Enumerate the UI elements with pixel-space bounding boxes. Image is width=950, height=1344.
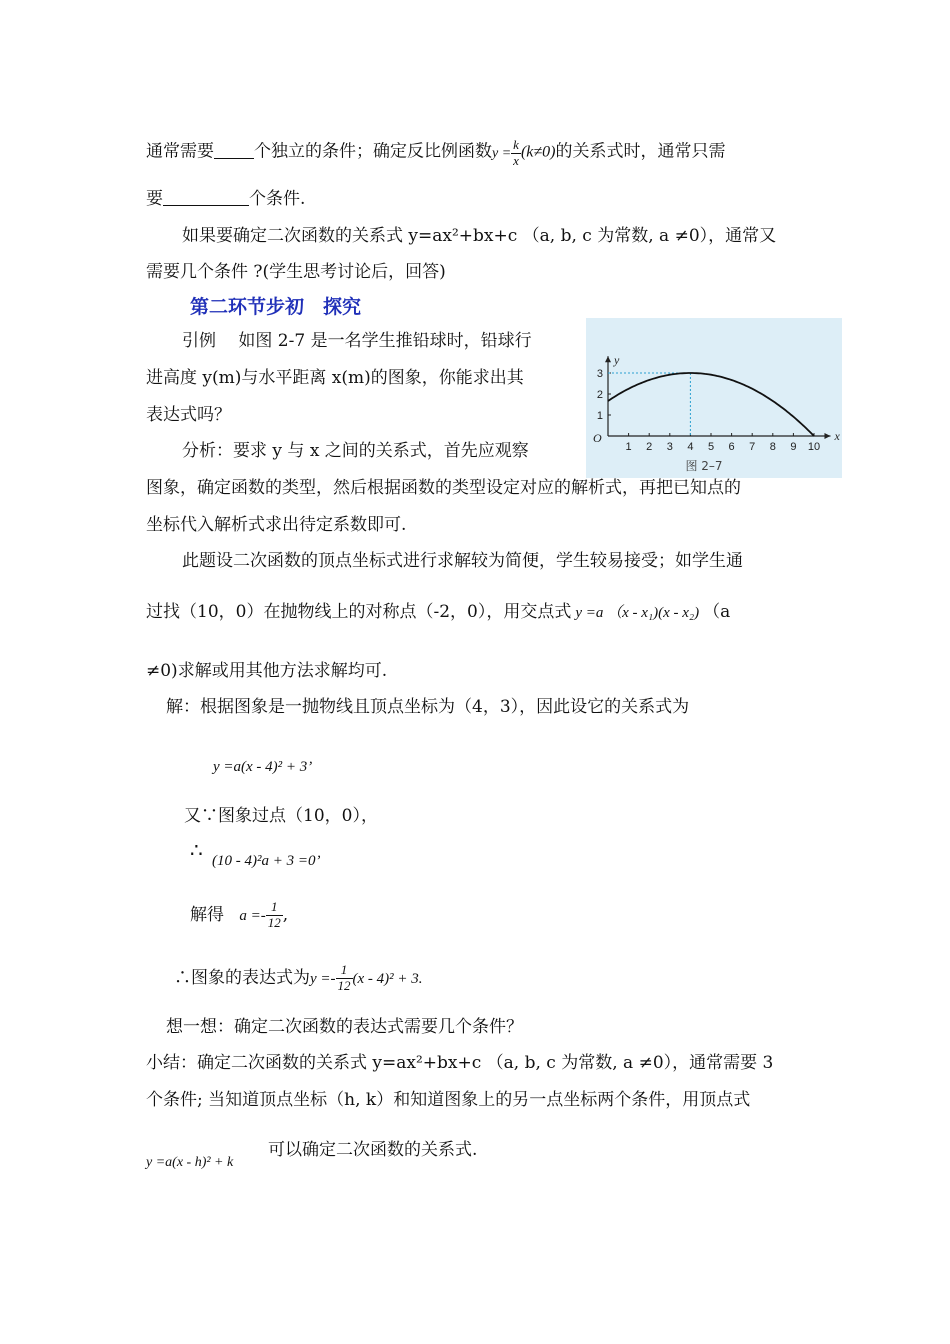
x-tick-label: 3 bbox=[666, 441, 673, 453]
x-tick-label: 6 bbox=[728, 441, 735, 453]
example-line3: 表达式吗？ bbox=[146, 405, 231, 425]
fraction-denominator: 12 bbox=[337, 977, 351, 993]
fraction-numerator: 1 bbox=[266, 900, 283, 916]
solution-line1: 解：根据图象是一抛物线且顶点坐标为（4，3），因此设它的关系式为 bbox=[166, 697, 690, 717]
x-tick-label: 5 bbox=[707, 441, 715, 453]
equation-a-lhs: a =- bbox=[239, 907, 266, 924]
text-fragment: 要 bbox=[146, 189, 163, 209]
solution-a bbox=[190, 900, 288, 931]
para1-line bbox=[146, 138, 726, 169]
text-fragment: ∴图象的表达式为 bbox=[174, 967, 310, 988]
x-tick-label: 1 bbox=[625, 441, 632, 453]
analysis-line1: 分析：要求 y 与 x 之间的关系式，首先应观察 bbox=[182, 441, 529, 461]
solve-label: 解得 bbox=[190, 904, 224, 925]
y-axis-label: y bbox=[614, 353, 620, 368]
x-tick-label: 9 bbox=[790, 441, 797, 453]
fraction-denominator: 12 bbox=[267, 914, 281, 930]
x-tick-label: 2 bbox=[646, 441, 653, 453]
text-fragment: 通常需要 bbox=[146, 141, 214, 162]
para2-line2: 需要几个条件 ?(学生思考讨论后，回答) bbox=[146, 262, 446, 282]
text-fragment: 个条件. bbox=[249, 189, 306, 209]
fraction bbox=[266, 900, 283, 931]
equation-final-lhs: y =- bbox=[310, 970, 336, 987]
summary-formula: y =a(x - h)² + k bbox=[146, 1155, 234, 1170]
therefore-symbol: ∴ bbox=[190, 838, 203, 862]
text-fragment: （a bbox=[703, 602, 731, 622]
para1b-line bbox=[146, 189, 305, 209]
example-line1: 引例 如图 2-7 是一名学生推铅球时，铅球行 bbox=[182, 331, 532, 351]
figure-caption: 图 2–7 bbox=[685, 459, 723, 473]
chart-background bbox=[586, 318, 842, 478]
equation-vertex-form: y =a(x - 4)² + 3’ bbox=[213, 759, 313, 775]
fraction-numerator: 1 bbox=[336, 963, 353, 979]
answer-blank[interactable] bbox=[163, 205, 249, 206]
summary-line3: 可以确定二次函数的关系式. bbox=[268, 1140, 478, 1160]
note-line1: 此题设二次函数的顶点坐标式进行求解较为简便，学生较易接受；如学生通 bbox=[182, 551, 743, 571]
x-tick-label: 10 bbox=[807, 441, 821, 453]
x-tick-label: 8 bbox=[769, 441, 776, 453]
analysis-line3: 坐标代入解析式求出待定系数即可. bbox=[146, 515, 407, 535]
answer-blank[interactable] bbox=[214, 158, 254, 159]
para2-line1: 如果要确定二次函数的关系式 y=ax²+bx+c （a, b, c 为常数, a ≠0），通常又 bbox=[182, 226, 777, 246]
fraction bbox=[336, 963, 353, 994]
equation-final-tail: (x - 4)² + 3. bbox=[352, 970, 423, 987]
summary-line2: 个条件; 当知道顶点坐标（h, k）和知道图象上的另一点坐标两个条件，用顶点式 bbox=[146, 1090, 751, 1110]
condition: (k≠0) bbox=[520, 143, 556, 161]
text-fragment: 个独立的条件；确定反比例函数 bbox=[254, 141, 492, 162]
example-line2: 进高度 y(m)与水平距离 x(m)的图象，你能求出其 bbox=[146, 368, 524, 388]
note-line3: ≠0)求解或用其他方法求解均可. bbox=[146, 661, 388, 681]
text-fragment: , bbox=[282, 904, 289, 925]
note-line2 bbox=[146, 602, 730, 622]
trajectory-chart bbox=[586, 318, 842, 478]
fraction bbox=[511, 138, 521, 169]
intercept-formula: y =a （x - x₁)(x - x₂) bbox=[575, 605, 700, 621]
summary-line1: 小结：确定二次函数的关系式 y=ax²+bx+c （a, b, c 为常数, a ≠0），通常需要 3 bbox=[146, 1053, 774, 1073]
x-axis-label: x bbox=[834, 429, 840, 443]
solution-result bbox=[174, 963, 423, 994]
text-fragment: 过找（10，0）在抛物线上的对称点（-2，0），用交点式 bbox=[146, 602, 572, 622]
x-tick-label: 4 bbox=[687, 441, 694, 453]
text-fragment: 的关系式时，通常只需 bbox=[555, 141, 726, 162]
fraction-numerator: k bbox=[513, 137, 519, 152]
y-tick-label: 1 bbox=[596, 410, 603, 422]
section-heading: 第二环节步初 探究 bbox=[190, 296, 362, 318]
x-tick-label: 7 bbox=[749, 441, 756, 453]
think-line: 想一想：确定二次函数的表达式需要几个条件？ bbox=[166, 1017, 523, 1037]
formula-lhs: y = bbox=[492, 145, 512, 161]
inverse-formula bbox=[492, 137, 521, 168]
y-tick-label: 3 bbox=[596, 368, 603, 380]
analysis-line2: 图象，确定函数的类型，然后根据函数的类型设定对应的解析式，再把已知点的 bbox=[146, 478, 741, 498]
origin-label: O bbox=[593, 431, 602, 445]
solution-line2: 又∵图象过点（10，0）， bbox=[184, 806, 378, 826]
equation-substitution: (10 - 4)²a + 3 =0’ bbox=[212, 853, 321, 869]
fraction-denominator: x bbox=[513, 152, 519, 168]
y-tick-label: 2 bbox=[596, 389, 603, 401]
